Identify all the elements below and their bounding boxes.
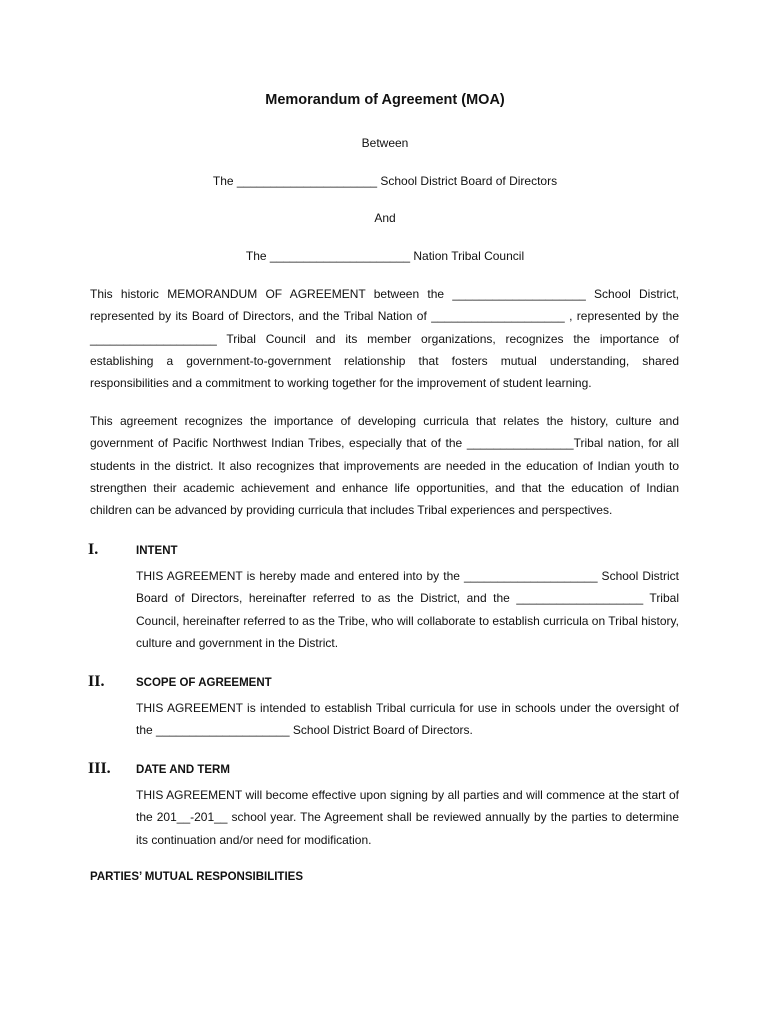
section-heading-date-term: DATE AND TERM <box>136 764 230 776</box>
mutual-responsibilities-heading: PARTIES’ MUTUAL RESPONSIBILITIES <box>90 871 303 883</box>
intro-paragraph: This historic MEMORANDUM OF AGREEMENT between the ____________________ School District, represented by its Board of Directors, and the Tribal Nation of ____________________ , represented by the ___________________ Tribal Council and its member organizations, recognizes the importance of establishing a government-to-government relationship that fosters mutual understanding, shared responsibilities and a commitment to working together for the improvement of student learning. <box>90 287 679 391</box>
section-number: I. <box>88 541 99 558</box>
section-body-intent: THIS AGREEMENT is hereby made and entered into by the ____________________ School District Board of Directors, hereinafter referred to as the District, and the ___________________ Tribal Council, hereinafter referred to as the Tribe, who will collaborate to establish curricula on Tribal history, culture and government in the District. <box>136 569 679 650</box>
and-text: And <box>374 211 396 225</box>
section-number: II. <box>88 673 105 690</box>
section-heading-scope: SCOPE OF AGREEMENT <box>136 677 272 689</box>
party-two-line: The _____________________ Nation Tribal Council <box>245 249 525 263</box>
between-text: Between <box>361 136 409 150</box>
party-one-line: The _____________________ School District Board of Directors <box>212 174 558 188</box>
recognition-paragraph: This agreement recognizes the importance of developing curricula that relates the history, culture and government of Pacific Northwest Indian Tribes, especially that of the ________________Tribal nation, for all students in the district. It also recognizes that improvements are needed in the education of Indian youth to strengthen their academic achievement and enhance life opportunities, and that the education of Indian children can be advanced by providing curricula that includes Tribal experiences and perspectives. <box>90 414 679 518</box>
document-title: Memorandum of Agreement (MOA) <box>265 92 505 108</box>
section-body-scope: THIS AGREEMENT is intended to establish Tribal curricula for use in schools under the oversight of the ____________________ School District Board of Directors. <box>136 701 679 738</box>
section-number: III. <box>88 760 111 777</box>
section-body-date-term: THIS AGREEMENT will become effective upon signing by all parties and will commence at the start of the 201__-201__ school year. The Agreement shall be reviewed annually by the parties to determine its continuation and/or need for modification. <box>136 788 679 847</box>
section-heading-intent: INTENT <box>136 545 178 557</box>
